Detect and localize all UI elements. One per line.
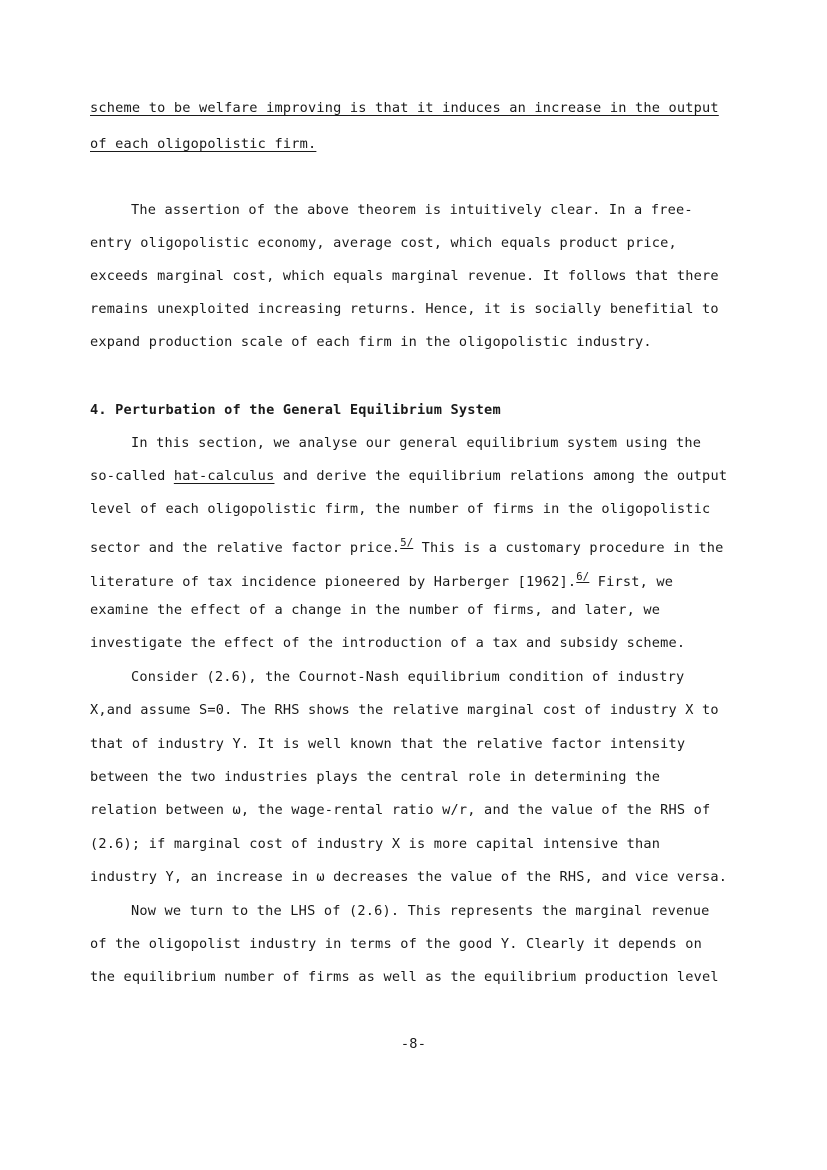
- para3-line-7: industry Y, an increase in ω decreases the value of the RHS, and vice versa.: [90, 869, 728, 885]
- para2-line-2c: and derive the equilibrium relations among the output: [274, 468, 728, 484]
- footnote-ref-6: 6/: [576, 571, 590, 583]
- para2-line-4: [90, 533, 724, 556]
- para4-line-2: of the oligopolist industry in terms of the good Y. Clearly it depends on: [90, 936, 703, 952]
- para2-line-3: level of each oligopolistic firm, the number of firms in the oligopolistic: [90, 501, 711, 517]
- para2-line-5a: literature of tax incidence pioneered by Harberger [1962].: [90, 574, 577, 590]
- intro-line-2-text: of each oligopolistic firm.: [90, 136, 317, 152]
- footnote-ref-5: 5/: [400, 537, 414, 549]
- para2-line-6: examine the effect of a change in the number of firms, and later, we: [90, 602, 661, 618]
- para3-line-2: X,and assume S=0. The RHS shows the relative marginal cost of industry X to: [90, 702, 719, 718]
- para4-line-1: Now we turn to the LHS of (2.6). This represents the marginal revenue: [131, 903, 710, 919]
- para2-line-4b: This is a customary procedure in the: [413, 540, 724, 556]
- para3-line-6: (2.6); if marginal cost of industry X is more capital intensive than: [90, 836, 661, 852]
- para4-line-3: the equilibrium number of firms as well as the equilibrium production level: [90, 969, 719, 985]
- para1-line-5: expand production scale of each firm in the oligopolistic industry.: [90, 334, 652, 350]
- para2-line-5b: First, we: [589, 574, 674, 590]
- para1-line-1: The assertion of the above theorem is intuitively clear. In a free-: [131, 202, 693, 218]
- para3-line-1: Consider (2.6), the Cournot-Nash equilibrium condition of industry: [131, 669, 685, 685]
- intro-line-1: scheme to be welfare improving is that it induces an increase in the output: [90, 100, 719, 116]
- para2-line-4a: sector and the relative factor price.: [90, 540, 401, 556]
- para2-line-2: [90, 466, 727, 486]
- para2-line-1: In this section, we analyse our general equilibrium system using the: [131, 435, 702, 451]
- section-heading: 4. Perturbation of the General Equilibrium System: [90, 402, 501, 418]
- para3-line-5: relation between ω, the wage-rental ratio w/r, and the value of the RHS of: [90, 802, 711, 818]
- para2-line-5: [90, 567, 674, 590]
- hat-calculus-term: hat-calculus: [173, 468, 275, 484]
- para3-line-3: that of industry Y. It is well known that the relative factor intensity: [90, 736, 686, 752]
- page-number: -8-: [400, 1036, 427, 1052]
- para1-line-4: remains unexploited increasing returns. Hence, it is socially benefitial to: [90, 301, 719, 317]
- para2-line-2a: so-called: [90, 468, 174, 484]
- para2-line-7: investigate the effect of the introduction of a tax and subsidy scheme.: [90, 635, 686, 651]
- para1-line-3: exceeds marginal cost, which equals marginal revenue. It follows that there: [90, 268, 719, 284]
- intro-line-2: [90, 134, 316, 154]
- para1-line-2: entry oligopolistic economy, average cost, which equals product price,: [90, 235, 677, 251]
- para3-line-4: between the two industries plays the central role in determining the: [90, 769, 661, 785]
